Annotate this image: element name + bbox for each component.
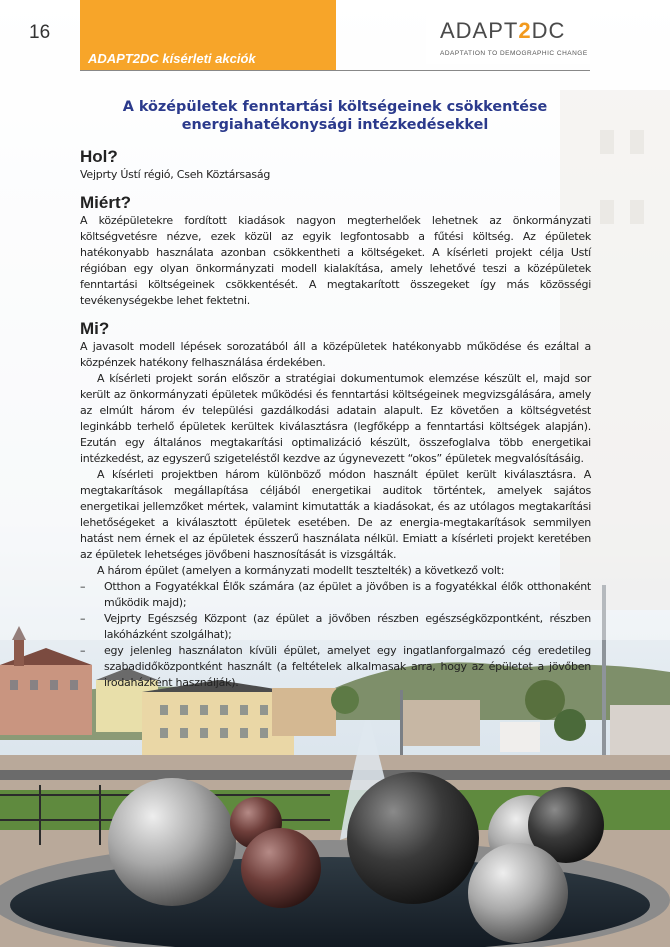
- article-title: A középületek fenntartási költségeinek csökkentése energiahatékonysági intézkedésekkel: [122, 99, 548, 133]
- miert-heading: Miért?: [80, 193, 131, 212]
- section-label: ADAPT2DC kísérleti akciók: [88, 51, 256, 66]
- logo-wordmark: [440, 18, 565, 44]
- logo-text-right: DC: [531, 18, 566, 43]
- logo-tagline: ADAPTATION TO DEMOGRAPHIC CHANGE: [440, 50, 588, 57]
- list-item: – Otthon a Fogyatékkal Élők számára (az épület a jövőben is a fogyatékkal élők otthonaként működik majd);: [80, 579, 591, 611]
- adapt2dc-logo: [426, 10, 590, 64]
- hol-heading: Hol?: [80, 147, 118, 166]
- article-body: [80, 147, 591, 691]
- mi-paragraph-2: A kísérleti projekt során először a stratégiai dokumentumok elemzése készült el, majd sor került az önkormányzati épületek működési és fenntartási költségeinek megvizsgálására, amely az elmúlt három év települési gazdálkodási adatain alapult. Ez követően a költségvetést leginkább terhelő épületek kerültek kiválasztásra (legfőképp a fenntartási költségek alapján). Ezután egy általános megtakarítási optimalizáció készült, összefoglalva több energetikai intézkedést, az egyszerű szigeteléstől kezdve az úgynevezett “okos” épületek megvalósításáig.: [80, 372, 591, 465]
- mi-paragraph-3: A kísérleti projektben három különböző módon használt épület került kiválasztásra. A megtakarítások megállapítása céljából energetikai auditok történtek, amelyek sajátos energetikai jellemzőket mértek, valamint kimutatták a kiadásokat, és az utólagos megtakarítási lehetőségeket a kiválasztott épületek esetében. De az energia-megtakarítások semmilyen hatást nem érnek el az épületek ésszerű használata nélkül. Emiatt a kísérleti projekt keretében az épületek lehetséges jövőbeni hasznosítását is vizsgálták.: [80, 468, 591, 561]
- mi-heading: Mi?: [80, 319, 110, 338]
- page-number: 16: [29, 22, 51, 43]
- list-item: – Vejprty Egészség Központ (az épület a jövőben részben egészségközpontként, részben lakóházként szolgálhat);: [80, 611, 591, 643]
- section-tab: [80, 0, 336, 70]
- building-list: [80, 579, 591, 691]
- logo-text-left: ADAPT: [440, 18, 519, 43]
- hol-text: Vejprty Ústí régió, Cseh Köztársaság: [80, 168, 271, 181]
- mi-paragraph-4: A három épület (amelyen a kormányzati modellt tesztelték) a következő volt:: [97, 564, 505, 577]
- logo-mark: 2: [518, 18, 532, 43]
- miert-text: A középületekre fordított kiadások nagyon megterhelőek lehetnek az önkormányzati költségvetésre nézve, ezek közül az egyik legfontosabb a fűtési költség. Az épületek hatékonyabb használata azonban csökkentheti a költségeket. A kísérleti projekt célja Ustí régióban egy olyan önkormányzati modell kialakítása, amely lehetővé teszi a középületek fenntartási költségeinek csökkentését. A megtakarított összegeket így más közösségi tevékenységekbe lehet fektetni.: [80, 214, 591, 307]
- mi-paragraph-1: A javasolt modell lépések sorozatából áll a középületek hatékonyabb működése és ezáltal a közpénzek hatékony felhasználása érdekében.: [80, 340, 591, 369]
- list-item: – egy jelenleg használaton kívüli épület, amelyet egy ingatlanforgalmazó cég eredetileg szabadidőközpontként használt (a feltételek alkalmasak arra, hogy az épületet a jövőben irodaházként használják).: [80, 643, 591, 691]
- header-divider: [80, 70, 590, 71]
